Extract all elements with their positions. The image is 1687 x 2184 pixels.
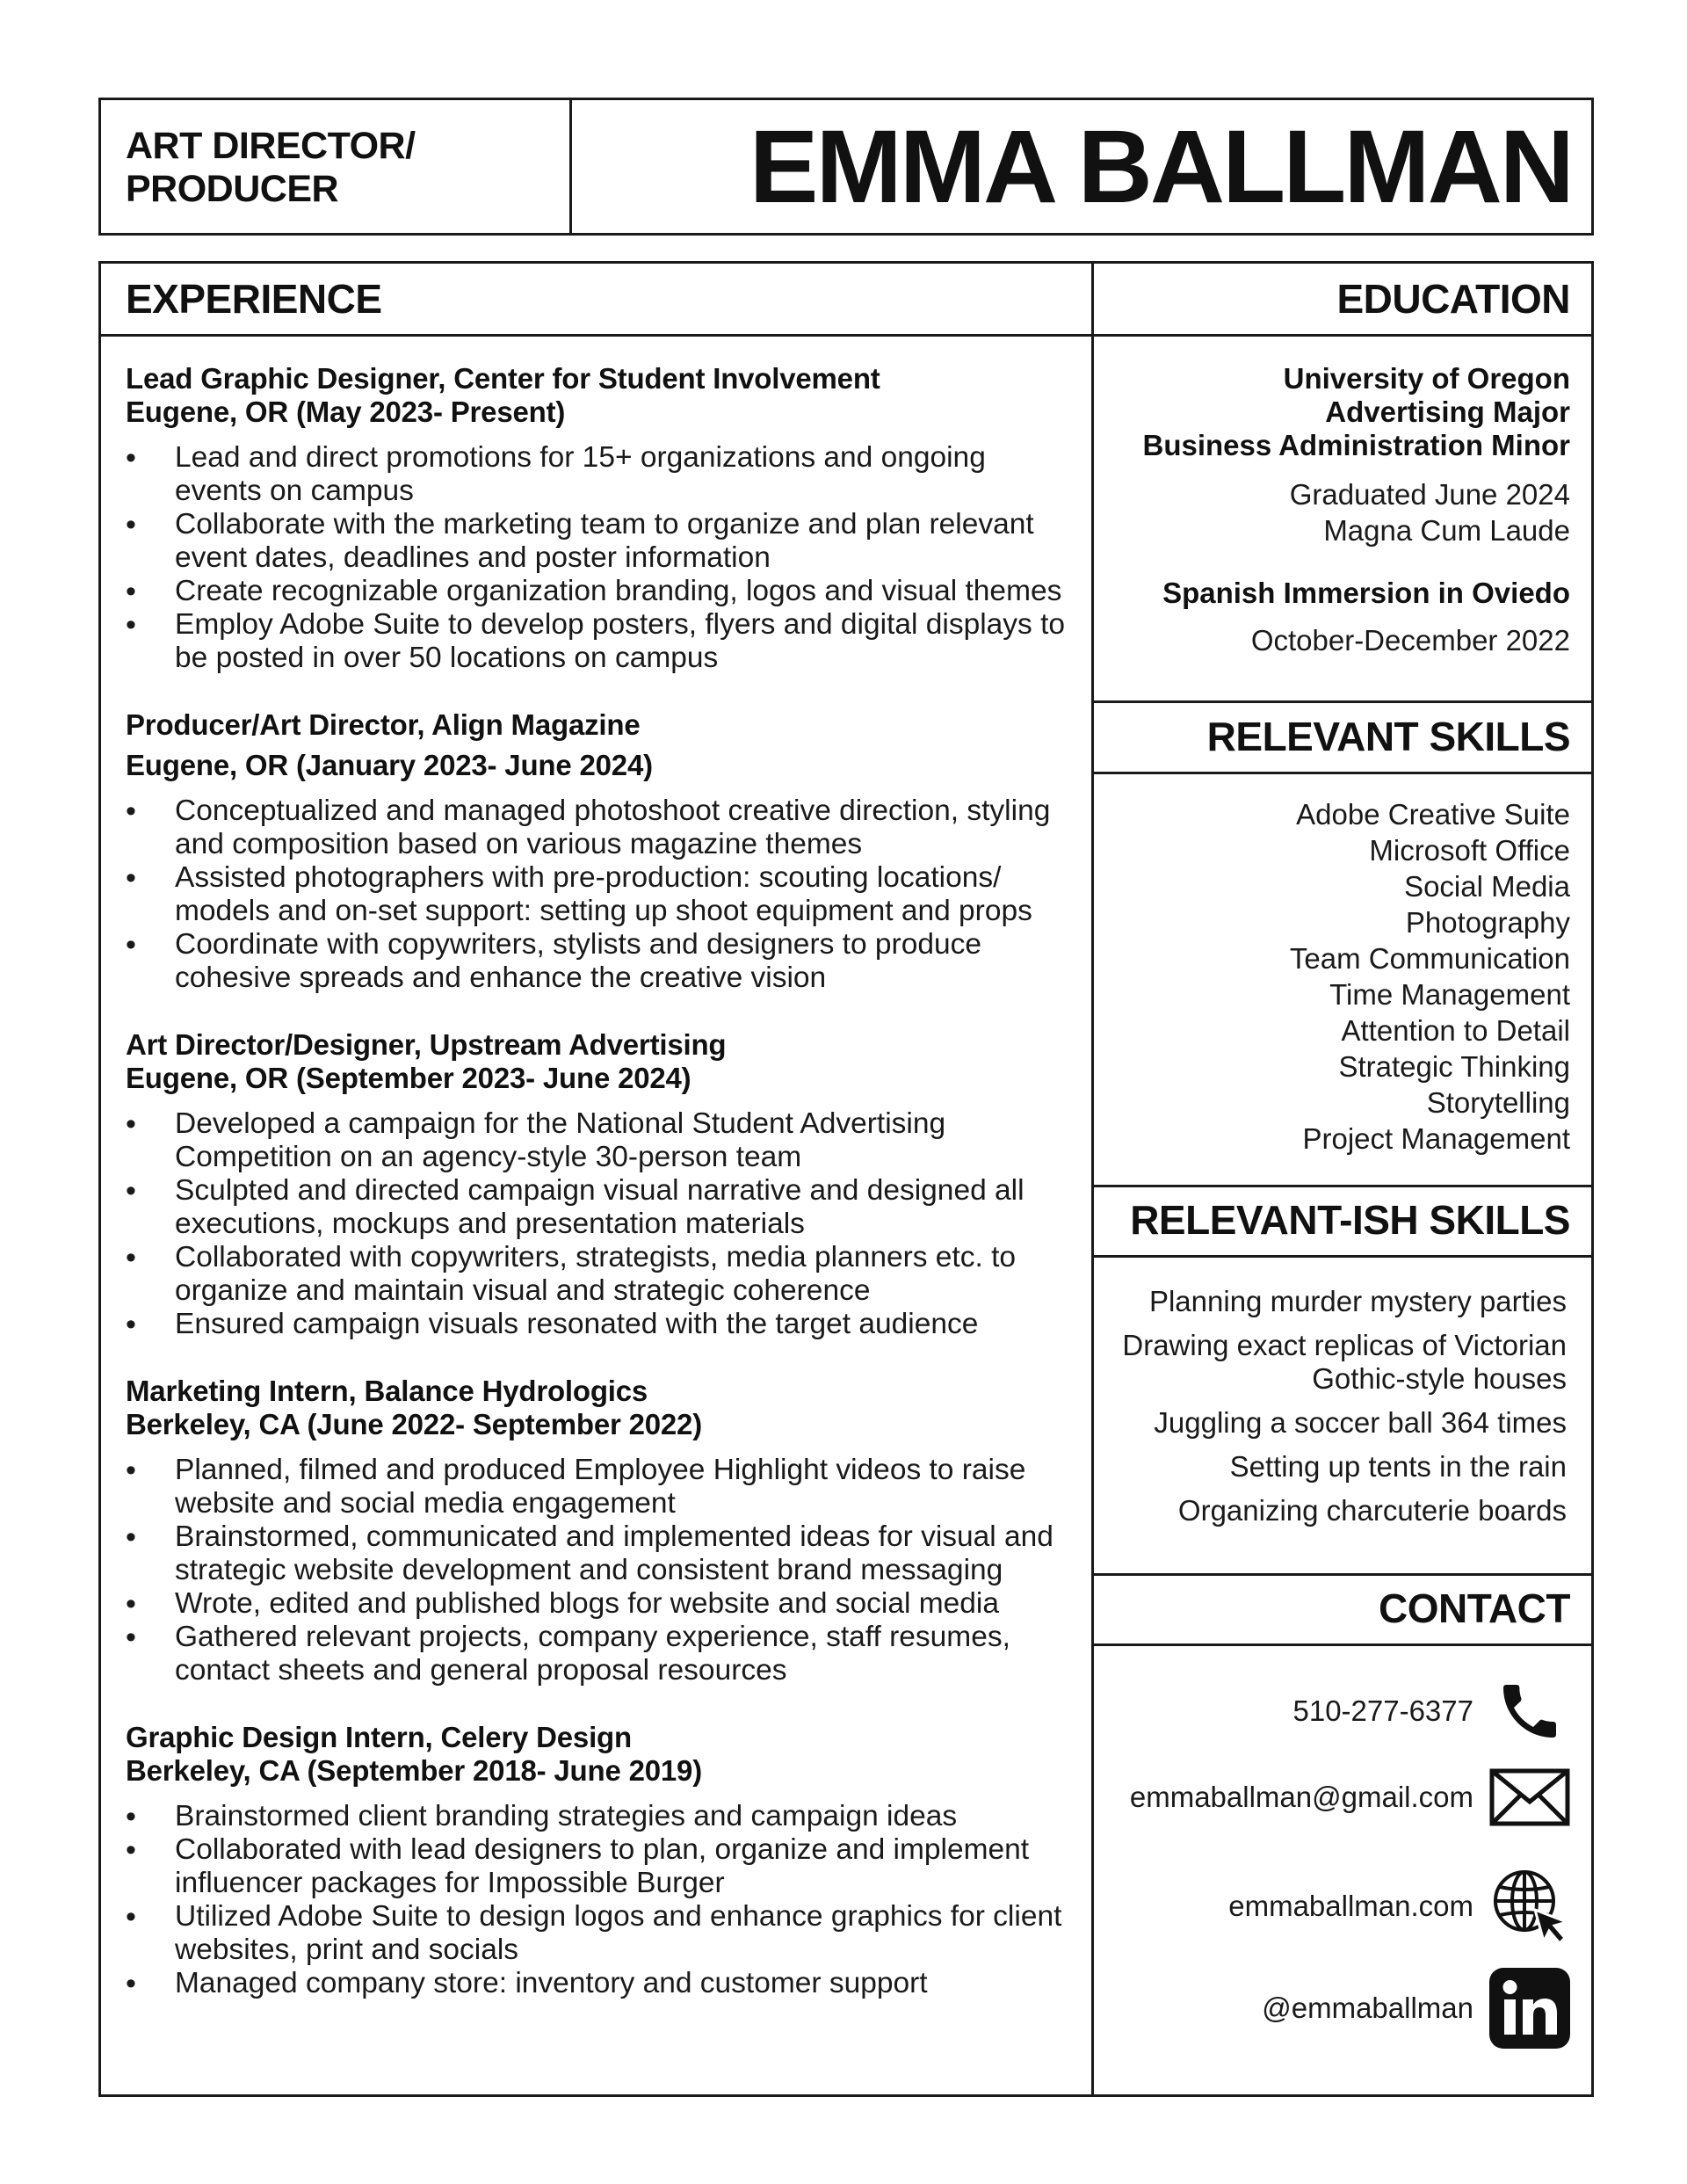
bullet-item: • Planned, filmed and produced Employee Highlight videos to raise website and social media engagement [126,1454,1075,1520]
skill-item: Social Media [1404,870,1570,903]
skill-item: Photography [1405,906,1570,939]
experience-list [126,362,1075,2034]
graduation-date: Graduated June 2024 [1289,478,1570,511]
column-divider [1091,264,1094,2094]
bullet-item: • Conceptualized and managed photoshoot creative direction, styling and composition based on various magazine themes [126,795,1075,861]
bullet-item: • Brainstormed, communicated and implemented ideas for visual and strategic website development and consistent brand messaging [126,1520,1075,1587]
phone-icon [1489,1671,1570,1752]
bullet-item: • Sculpted and directed campaign visual narrative and designed all executions, mockups and presentation materials [126,1174,1075,1241]
resume-header [98,98,1594,236]
job-title: Producer/Art Director, Align Magazine [126,708,641,741]
bullet-item: • Wrote, edited and published blogs for website and social media [126,1587,1075,1621]
bullet-item: • Utilized Adobe Suite to design logos and enhance graphics for client websites, print and socials [126,1900,1075,1967]
job-bullets [126,795,1075,995]
ish-skills-heading: RELEVANT-ISH SKILLS [1130,1197,1570,1243]
major: Advertising Major [1325,395,1570,428]
experience-heading-rule [101,334,1091,337]
bullet-item: • Developed a campaign for the National Student Advertising Competition on an agency-style 30-person team [126,1107,1075,1174]
bullet-item: • Brainstormed client branding strategies and campaign ideas [126,1800,1075,1833]
ish-skill-item: Organizing charcuterie boards [1177,1494,1567,1527]
job-location: Eugene, OR (September 2023- June 2024) [126,1062,691,1094]
contact-email-row[interactable] [1130,1758,1570,1837]
bullet-item: • Create recognizable organization branding, logos and visual themes [126,575,1075,608]
job-bullets [126,1800,1075,2000]
education-heading-rule [1091,334,1591,337]
contact-phone-row[interactable] [1292,1672,1570,1751]
linkedin-icon [1489,1968,1570,2049]
job-entry [126,1375,1075,1687]
job-bullets [126,1454,1075,1687]
globe-cursor-icon [1489,1866,1570,1947]
bullet-item: • Coordinate with copywriters, stylists and designers to produce cohesive spreads and enhance the creative vision [126,928,1075,995]
experience-heading: EXPERIENCE [126,276,382,322]
program-name: Spanish Immersion in Oviedo [1162,577,1570,609]
ish-skill-item: Drawing exact replicas of Victorian Gothic-style houses [1122,1329,1567,1395]
ish-skill-item: Setting up tents in the rain [1229,1450,1567,1483]
contact-heading: CONTACT [1379,1585,1570,1631]
bullet-item: • Lead and direct promotions for 15+ organizations and ongoing events on campus [126,441,1075,508]
skill-item: Project Management [1302,1122,1570,1155]
honors: Magna Cum Laude [1323,514,1570,547]
job-title: Graphic Design Intern, Celery Design [126,1721,632,1753]
skills-heading-rule [1091,772,1591,774]
skill-item: Time Management [1329,978,1570,1011]
header-divider [569,100,572,233]
ish-skill-item: Planning murder mystery parties [1148,1285,1567,1317]
contact-website-row[interactable] [1228,1867,1570,1946]
job-entry [126,1028,1075,1341]
bullet-item: • Gathered relevant projects, company experience, staff resumes, contact sheets and general proposal resources [126,1621,1075,1687]
skill-item: Storytelling [1426,1086,1570,1119]
job-location: Berkeley, CA (June 2022- September 2022) [126,1408,702,1440]
job-bullets [126,1107,1075,1341]
bullet-item: • Ensured campaign visuals resonated with the target audience [126,1308,1075,1341]
email-address[interactable]: emmaballman@gmail.com [1129,1781,1473,1813]
skill-item: Microsoft Office [1369,834,1570,867]
skill-item: Strategic Thinking [1338,1050,1570,1083]
resume-body [98,261,1594,2097]
contact-heading-rule [1091,1643,1591,1646]
bullet-item: • Collaborated with lead designers to plan, organize and implement influencer packages for Impossible Burger [126,1833,1075,1900]
ish-skill-item: Juggling a soccer ball 364 times [1154,1406,1567,1439]
job-entry [126,1721,1075,2000]
ish-skills-heading-rule [1091,1255,1591,1258]
bullet-item: • Employ Adobe Suite to develop posters, flyers and digital displays to be posted in over 50 locations on campus [126,608,1075,675]
bullet-item: • Assisted photographers with pre-production: scouting locations/ models and on-set support: setting up shoot equipment and props [126,861,1075,928]
skill-item: Team Communication [1289,942,1570,975]
job-entry [126,708,1075,995]
contact-linkedin-row[interactable] [1262,1969,1570,2048]
education-heading: EDUCATION [1336,276,1570,322]
program-dates: October-December 2022 [1250,624,1570,657]
job-location: Eugene, OR (January 2023- June 2024) [126,749,653,781]
skills-top-rule [1091,700,1591,703]
job-title: Lead Graphic Designer, Center for Student Involvement [126,362,880,395]
contact-top-rule [1091,1573,1591,1576]
skill-item: Adobe Creative Suite [1296,798,1570,831]
minor: Business Administration Minor [1142,429,1570,461]
job-location: Berkeley, CA (September 2018- June 2019) [126,1754,702,1787]
skills-list [1290,796,1570,1157]
job-location: Eugene, OR (May 2023- Present) [126,395,566,428]
envelope-icon [1489,1757,1570,1838]
job-entry [126,362,1075,675]
job-title: Art Director/Designer, Upstream Advertising [126,1028,727,1061]
skill-item: Attention to Detail [1341,1014,1570,1047]
job-bullets [126,441,1075,675]
linkedin-handle[interactable]: @emmaballman [1262,1992,1473,2024]
candidate-name: EMMA BALLMAN [749,109,1572,225]
phone-number[interactable]: 510-277-6377 [1292,1694,1473,1727]
job-role-title: ART DIRECTOR/ PRODUCER [126,125,416,210]
education-block [1143,362,1571,658]
ish-skills-list [1092,1285,1567,1538]
school-name: University of Oregon [1283,362,1570,395]
bullet-item: • Collaborated with copywriters, strategists, media planners etc. to organize and maintain visual and strategic coherence [126,1241,1075,1308]
website-url[interactable]: emmaballman.com [1228,1890,1473,1922]
skills-heading: RELEVANT SKILLS [1206,714,1570,759]
bullet-item: • Managed company store: inventory and customer support [126,1967,1075,2000]
job-title: Marketing Intern, Balance Hydrologics [126,1375,648,1407]
ish-skills-top-rule [1091,1185,1591,1187]
bullet-item: • Collaborate with the marketing team to organize and plan relevant event dates, deadlines and poster information [126,508,1075,575]
